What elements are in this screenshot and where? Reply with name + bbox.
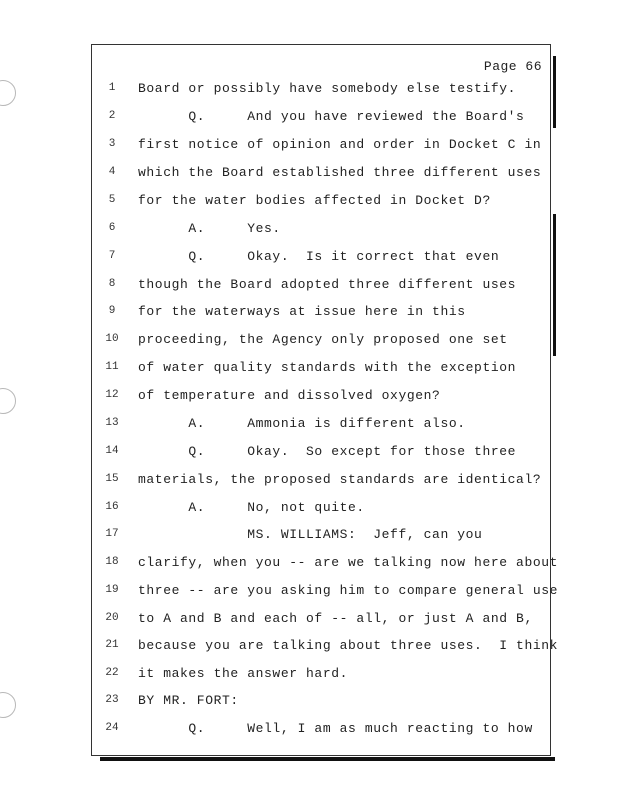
punch-hole-top — [0, 80, 16, 106]
line-number: 19 — [105, 584, 119, 596]
line-text: three -- are you asking him to compare general use — [138, 583, 559, 598]
line-number: 15 — [105, 473, 119, 485]
punch-hole-middle — [0, 388, 16, 414]
line-text: for the waterways at issue here in this — [138, 304, 466, 319]
transcript-line — [92, 277, 550, 297]
line-text: BY MR. FORT: — [138, 693, 239, 708]
line-text: first notice of opinion and order in Docket C in — [138, 137, 542, 152]
transcript-line — [92, 666, 550, 686]
line-number: 7 — [108, 250, 116, 262]
line-text: proceeding, the Agency only proposed one set — [138, 332, 508, 347]
line-text: to A and B and each of -- all, or just A and B, — [138, 611, 533, 626]
line-text: for the water bodies affected in Docket D? — [138, 193, 491, 208]
line-text: A. Ammonia is different also. — [138, 416, 466, 431]
line-number: 8 — [108, 278, 116, 290]
line-number: 23 — [105, 694, 119, 706]
line-number: 11 — [105, 361, 119, 373]
line-number: 1 — [108, 82, 116, 94]
line-text: Board or possibly have somebody else testify. — [138, 81, 517, 96]
transcript-line — [92, 193, 550, 213]
transcript-line — [92, 555, 559, 575]
punch-hole-bottom — [0, 692, 16, 718]
line-number: 10 — [105, 333, 119, 345]
transcript-line — [92, 221, 550, 241]
right-edge-bar-bottom — [553, 214, 556, 356]
line-text: which the Board established three different uses — [138, 165, 542, 180]
line-number: 2 — [108, 110, 116, 122]
line-number: 22 — [105, 667, 119, 679]
transcript-line — [92, 249, 550, 269]
transcript-line — [92, 388, 550, 408]
right-edge-bar-top — [553, 56, 556, 128]
transcript-line — [92, 611, 550, 631]
line-number: 3 — [108, 138, 116, 150]
line-text: of temperature and dissolved oxygen? — [138, 388, 441, 403]
transcript-line — [92, 416, 550, 436]
line-number: 18 — [105, 556, 119, 568]
line-text: Q. Okay. So except for those three — [138, 444, 517, 459]
line-number: 21 — [105, 639, 119, 651]
transcript-page — [91, 44, 559, 756]
line-text: clarify, when you -- are we talking now here about — [138, 555, 559, 570]
line-number: 6 — [108, 222, 116, 234]
transcript-line — [92, 472, 550, 492]
line-number: 5 — [108, 194, 116, 206]
line-text: Q. Well, I am as much reacting to how — [138, 721, 533, 736]
line-number: 4 — [108, 166, 116, 178]
line-number: 20 — [105, 612, 119, 624]
transcript-line — [92, 137, 550, 157]
line-text: A. Yes. — [138, 221, 281, 236]
line-text: it makes the answer hard. — [138, 666, 349, 681]
transcript-line — [92, 304, 550, 324]
line-number: 13 — [105, 417, 119, 429]
line-number: 24 — [105, 722, 119, 734]
transcript-line — [92, 721, 550, 741]
line-text: Q. And you have reviewed the Board's — [138, 109, 525, 124]
transcript-line — [92, 500, 550, 520]
line-text: A. No, not quite. — [138, 500, 365, 515]
bottom-rule — [100, 757, 555, 761]
transcript-line — [92, 165, 550, 185]
line-text: Q. Okay. Is it correct that even — [138, 249, 500, 264]
transcript-line — [92, 583, 559, 603]
transcript-line — [92, 332, 550, 352]
transcript-line — [92, 81, 550, 101]
line-number: 12 — [105, 389, 119, 401]
line-number: 14 — [105, 445, 119, 457]
transcript-line — [92, 444, 550, 464]
line-number: 9 — [108, 305, 116, 317]
line-number: 16 — [105, 501, 119, 513]
line-text: of water quality standards with the exception — [138, 360, 517, 375]
transcript-line — [92, 527, 550, 547]
line-text: MS. WILLIAMS: Jeff, can you — [138, 527, 483, 542]
line-text: because you are talking about three uses. I think — [138, 638, 559, 653]
transcript-line — [92, 638, 559, 658]
page-number: Page 66 — [483, 59, 542, 74]
line-number: 17 — [105, 528, 119, 540]
line-text: though the Board adopted three different uses — [138, 277, 517, 292]
line-text: materials, the proposed standards are identical? — [138, 472, 542, 487]
transcript-line — [92, 360, 550, 380]
transcript-line — [92, 109, 550, 129]
transcript-line — [92, 693, 550, 713]
